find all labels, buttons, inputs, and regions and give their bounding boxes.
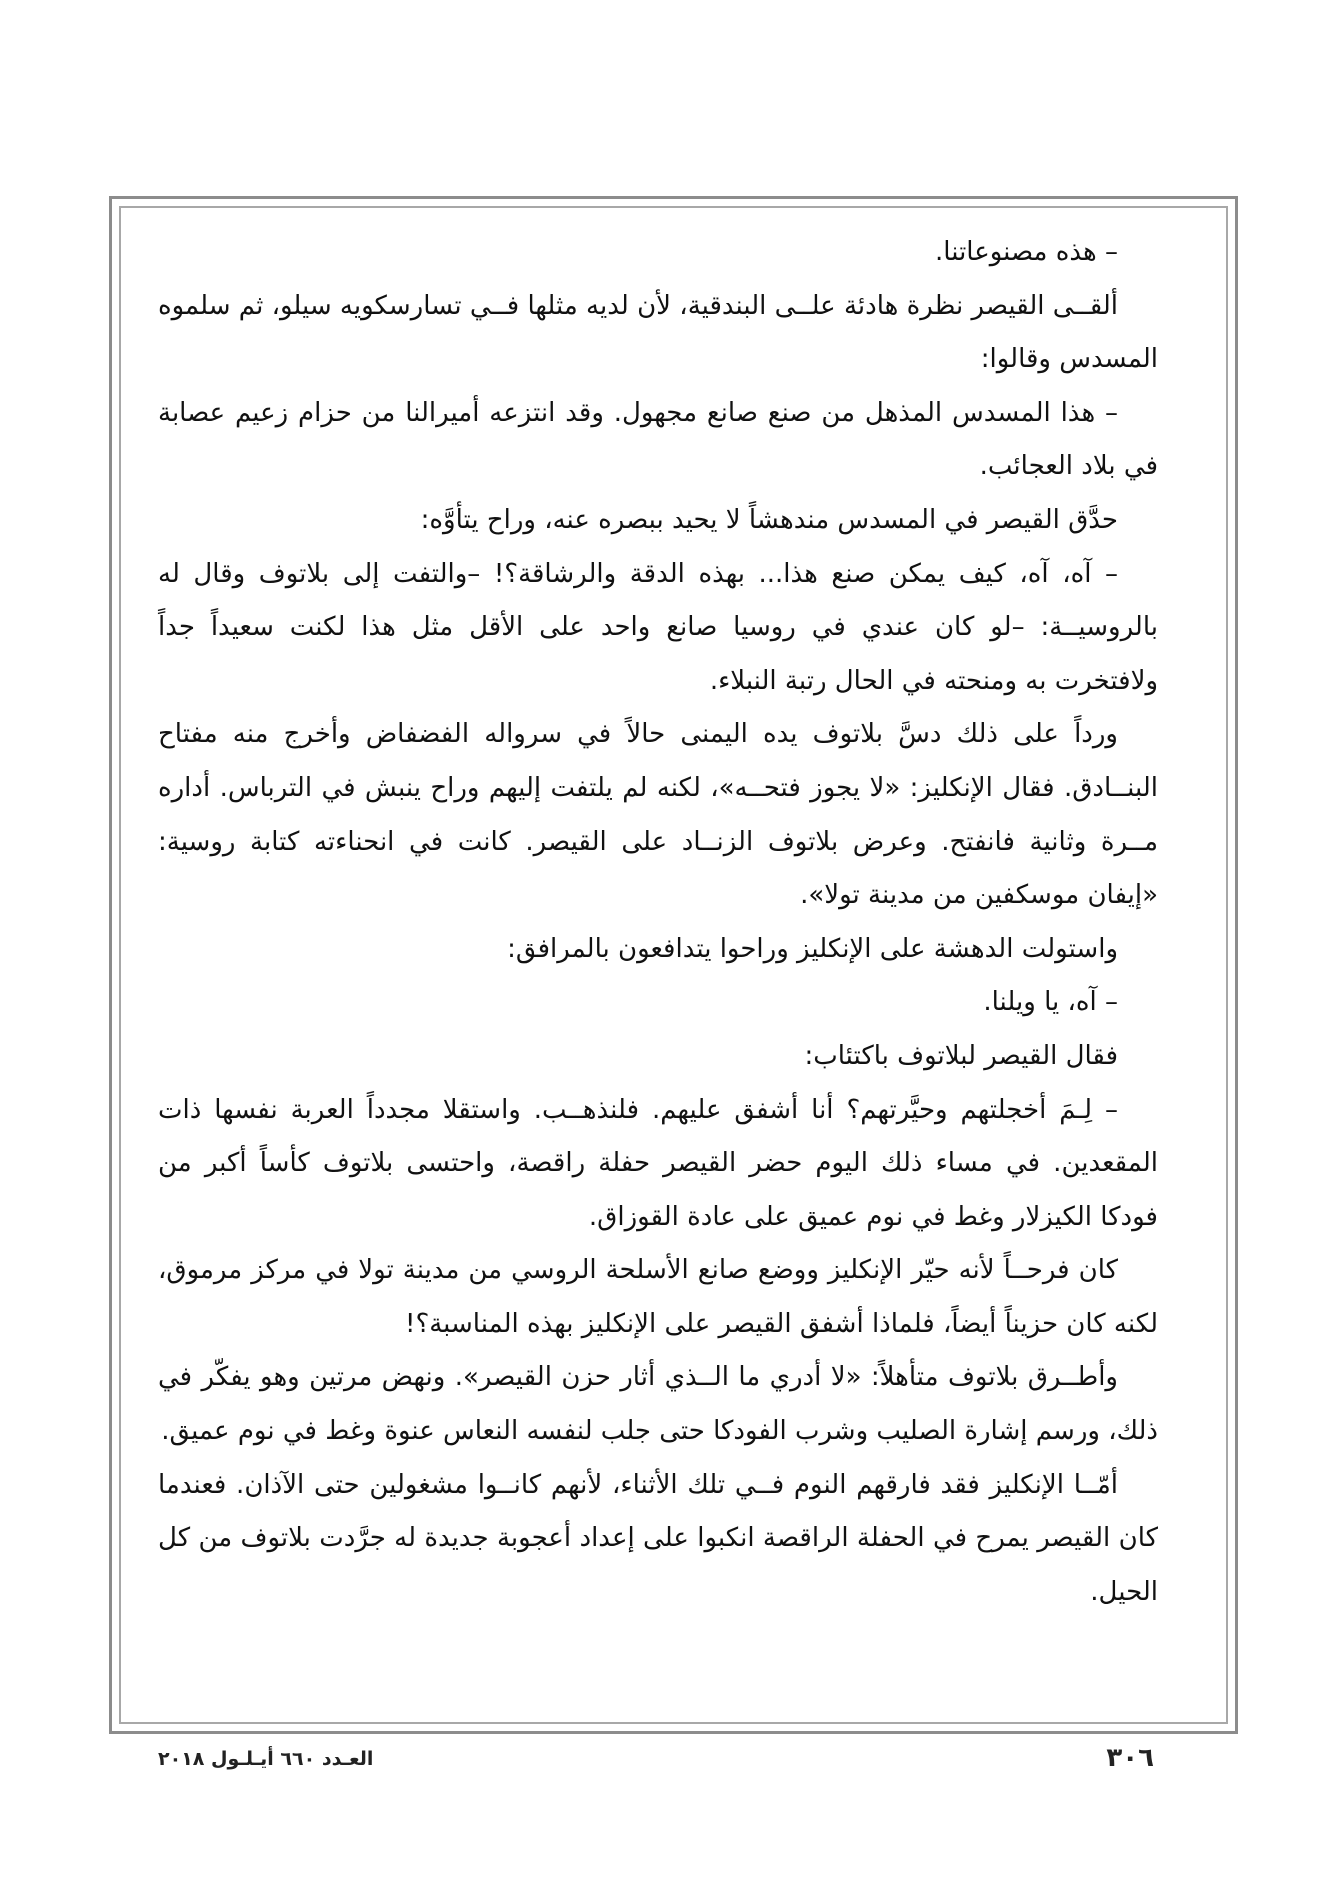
paragraph: – هذا المسدس المذهل من صنع صانع مجهول. وقد انتزعه أميرالنا من حزام زعيم عصابة في بلاد العجائب.	[158, 397, 1158, 482]
paragraph: – آه، يا ويلنا.	[983, 987, 1118, 1018]
paragraph: كان فرحــاً لأنه حيّر الإنكليز ووضع صانع الأسلحة الروسي من مدينة تولا في مركز مرموق، لكنه كان حزيناً أيضاً، فلماذا أشفق القيصر على الإنكليز بهذه المناسبة؟!	[158, 1255, 1158, 1339]
paragraph: – آه، آه، كيف يمكن صنع هذا... بهذه الدقة والرشاقة؟! –والتفت إلى بلاتوف وقال له بالروسيــة: –لو كان عندي في روسيا صانع واحد على الأقل مثل هذا لكنت سعيداً جداً ولافتخرت به ومنحته في الحال رتبة النبلاء.	[158, 558, 1158, 696]
paragraph: حدَّق القيصر في المسدس مندهشاً لا يحيد ببصره عنه، وراح يتأوَّه:	[420, 504, 1118, 535]
paragraph: فقال القيصر لبلاتوف باكتئاب:	[804, 1040, 1118, 1071]
paragraph: – هذه مصنوعاتنا.	[935, 237, 1118, 267]
paragraph: ورداً على ذلك دسَّ بلاتوف يده اليمنى حالاً في سرواله الفضفاض وأخرج منه مفتاح البنــادق. فقال الإنكليز: «لا يجوز فتحــه»، لكنه لم يلتفت إليهم وراح ينبش في الترباس. أداره مــرة وثانية فانفتح. وعرض بلاتوف الزنــاد على القيصر. كانت في انحناءته كتابة روسية: «إيفان موسكفين من مدينة تولا».	[158, 719, 1158, 911]
paragraph: واستولت الدهشة على الإنكليز وراحوا يتدافعون بالمرافق:	[507, 933, 1118, 964]
paragraph: وأطــرق بلاتوف متأهلاً: «لا أدري ما الــذي أثار حزن القيصر». ونهض مرتين وهو يفكّر في ذلك، ورسم إشارة الصليب وشرب الفودكا حتى جلب لنفسه النعاس عنوة وغط في نوم عميق.	[158, 1362, 1158, 1447]
page-number: ٣٠٦	[1106, 1743, 1154, 1773]
article-body	[158, 226, 1158, 1619]
issue-info: العـدد ٦٦٠ أيـلـول ٢٠١٨	[158, 1748, 374, 1770]
paragraph: ألقــى القيصر نظرة هادئة علــى البندقية، لأن لديه مثلها فــي تسارسكويه سيلو، ثم سلموه المسدس وقالوا:	[158, 290, 1158, 375]
paragraph: أمّــا الإنكليز فقد فارقهم النوم فــي تلك الأثناء، لأنهم كانــوا مشغولين حتى الآذان. فعندما كان القيصر يمرح في الحفلة الراقصة انكبوا على إعداد أعجوبة جديدة له جرَّدت بلاتوف من كل الحيل.	[158, 1469, 1158, 1607]
paragraph: – لِـمَ أخجلتهم وحيَّرتهم؟ أنا أشفق عليهم. فلنذهــب. واستقلا مجدداً العربة نفسها ذات المقعدين. في مساء ذلك اليوم حضر القيصر حفلة راقصة، واحتسى بلاتوف كأساً أكبر من فودكا الكيزلار وغط في نوم عميق على عادة القوزاق.	[158, 1094, 1158, 1232]
